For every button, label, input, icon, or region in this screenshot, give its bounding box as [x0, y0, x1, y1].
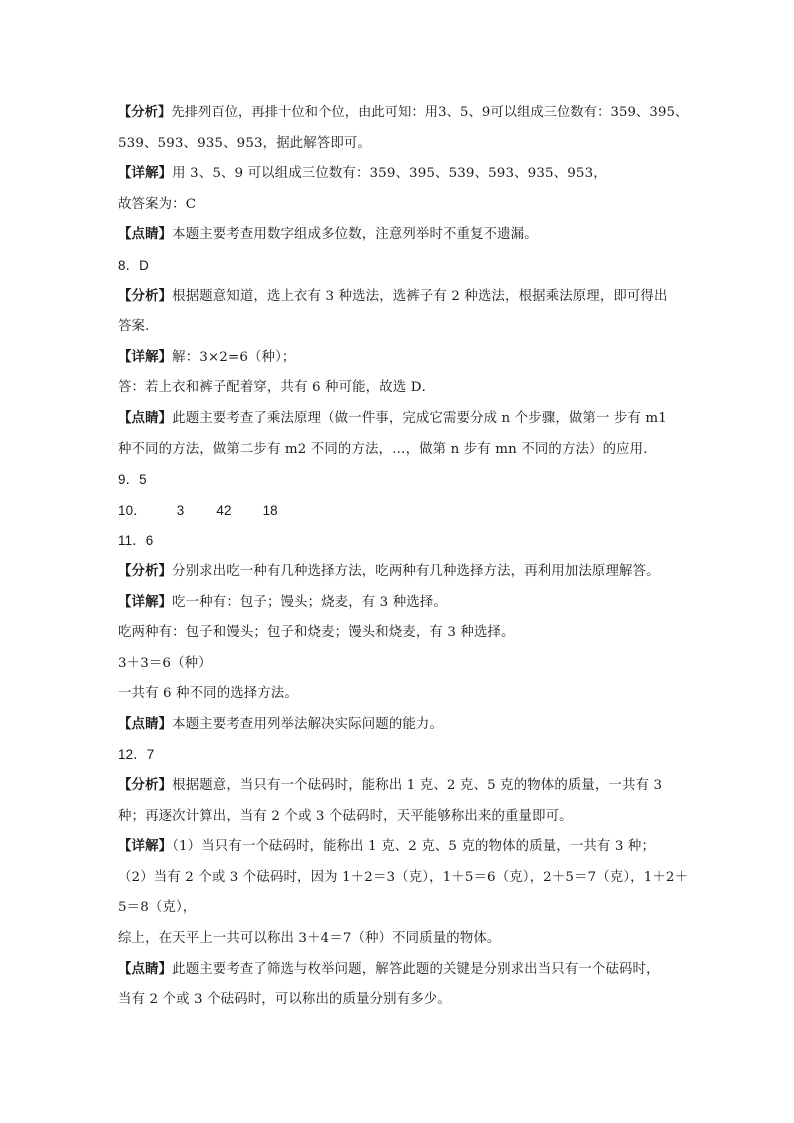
q8-point-line-2: 种不同的方法，做第二步有 m2 不同的方法，…，做第 n 步有 mn 不同的方法）的应用．: [118, 441, 657, 457]
q7-analysis-line-1: 【分析】先排列百位，再排十位和个位，由此可知：用3、5、9可以组成三位数有：359、395、: [118, 105, 689, 120]
q8-detail-line-1: 【详解】解：3×2=6（种）；: [118, 349, 296, 365]
analysis-tag: 【分析】: [118, 288, 173, 304]
q10-answer-3: 18: [262, 502, 278, 518]
q10-number: 10．: [118, 502, 147, 518]
q12-point-line-2: 当有 2 个或 3 个砝码时，可以称出的质量分别有多少。: [118, 992, 451, 1008]
detail-tag: 【详解】: [118, 594, 173, 610]
q12-analysis-line-2: 种；再逐次计算出，当有 2 个或 3 个砝码时，天平能够称出来的重量即可。: [118, 808, 573, 824]
q8-point-line-1: 【点睛】此题主要考查了乘法原理（做一件事，完成它需要分成 n 个步骤，做第一 步有 m1: [118, 410, 667, 426]
q8-analysis-line-1: 【分析】根据题意知道，选上衣有 3 种选法，选裤子有 2 种选法，根据乘法原理，即可得出: [118, 288, 668, 304]
q7-analysis-line-2: 539、593、935、953，据此解答即可。: [118, 135, 371, 151]
point-tag: 【点睛】: [118, 961, 173, 977]
q12-detail-line-1: 【详解】（1）当只有一个砝码时，能称出 1 克、2 克、5 克的物体的质量，一共有 3 种；: [118, 839, 656, 855]
detail-tag: 【详解】: [118, 349, 173, 365]
point-tag: 【点睛】: [118, 716, 173, 732]
q11-analysis-line-1: 【分析】分别求出吃一种有几种选择方法，吃两种有几种选择方法，再利用加法原理解答。: [118, 563, 660, 579]
q10-answer-2: 42: [216, 502, 232, 518]
q10-answer-1: 3: [176, 502, 185, 518]
q8-analysis-line-2: 答案．: [118, 319, 159, 335]
q8-detail-line-2: 答：若上衣和裤子配着穿，共有 6 种可能，故选 D．: [118, 380, 436, 396]
analysis-tag: 【分析】: [118, 105, 172, 120]
q11-detail-line-3: 3＋3＝6（种）: [118, 655, 212, 671]
detail-tag: 【详解】: [118, 839, 173, 855]
q11-detail-line-1: 【详解】吃一种有：包子；馒头；烧麦，有 3 种选择。: [118, 594, 447, 610]
q12-point-line-1: 【点睛】此题主要考查了筛选与枚举问题，解答此题的关键是分别求出当只有一个砝码时，: [118, 961, 660, 977]
point-tag: 【点睛】: [118, 227, 173, 243]
point-tag: 【点睛】: [118, 410, 173, 426]
q12-answer: 12．7: [118, 747, 155, 763]
q9-answer: 9．5: [118, 472, 147, 488]
q12-detail-line-3: 5＝8（克），: [118, 900, 197, 916]
q10-answer: [118, 496, 690, 527]
q11-answer: 11．6: [118, 533, 154, 549]
q11-detail-line-4: 一共有 6 种不同的选择方法。: [118, 686, 298, 702]
q12-detail-line-2: （2）当有 2 个或 3 个砝码时，因为 1＋2＝3（克），1＋5＝6（克），2＋5＝7（克），1＋2＋: [118, 869, 689, 885]
q11-detail-line-2: 吃两种有：包子和馒头；包子和烧麦；馒头和烧麦，有 3 种选择。: [118, 625, 515, 641]
q7-detail-line-1: 【详解】用 3、5、9 可以组成三位数有：359、395、539、593、935、953，: [118, 166, 607, 182]
q12-analysis-line-1: 【分析】根据题意，当只有一个砝码时，能称出 1 克、2 克、5 克的物体的质量，一共有 3: [118, 778, 663, 794]
q7-point-line-1: 【点睛】本题主要考查用数字组成多位数，注意列举时不重复不遗漏。: [118, 227, 538, 243]
q11-point-line-1: 【点睛】本题主要考查用列举法解决实际问题的能力。: [118, 716, 443, 732]
q12-detail-line-4: 综上，在天平上一共可以称出 3＋4＝7（种）不同质量的物体。: [118, 931, 501, 947]
analysis-tag: 【分析】: [118, 778, 173, 794]
document-page: [118, 98, 690, 1016]
analysis-tag: 【分析】: [118, 563, 173, 579]
q8-answer: 8．D: [118, 257, 149, 273]
detail-tag: 【详解】: [118, 166, 173, 182]
q7-detail-line-2: 故答案为：C: [118, 196, 197, 212]
